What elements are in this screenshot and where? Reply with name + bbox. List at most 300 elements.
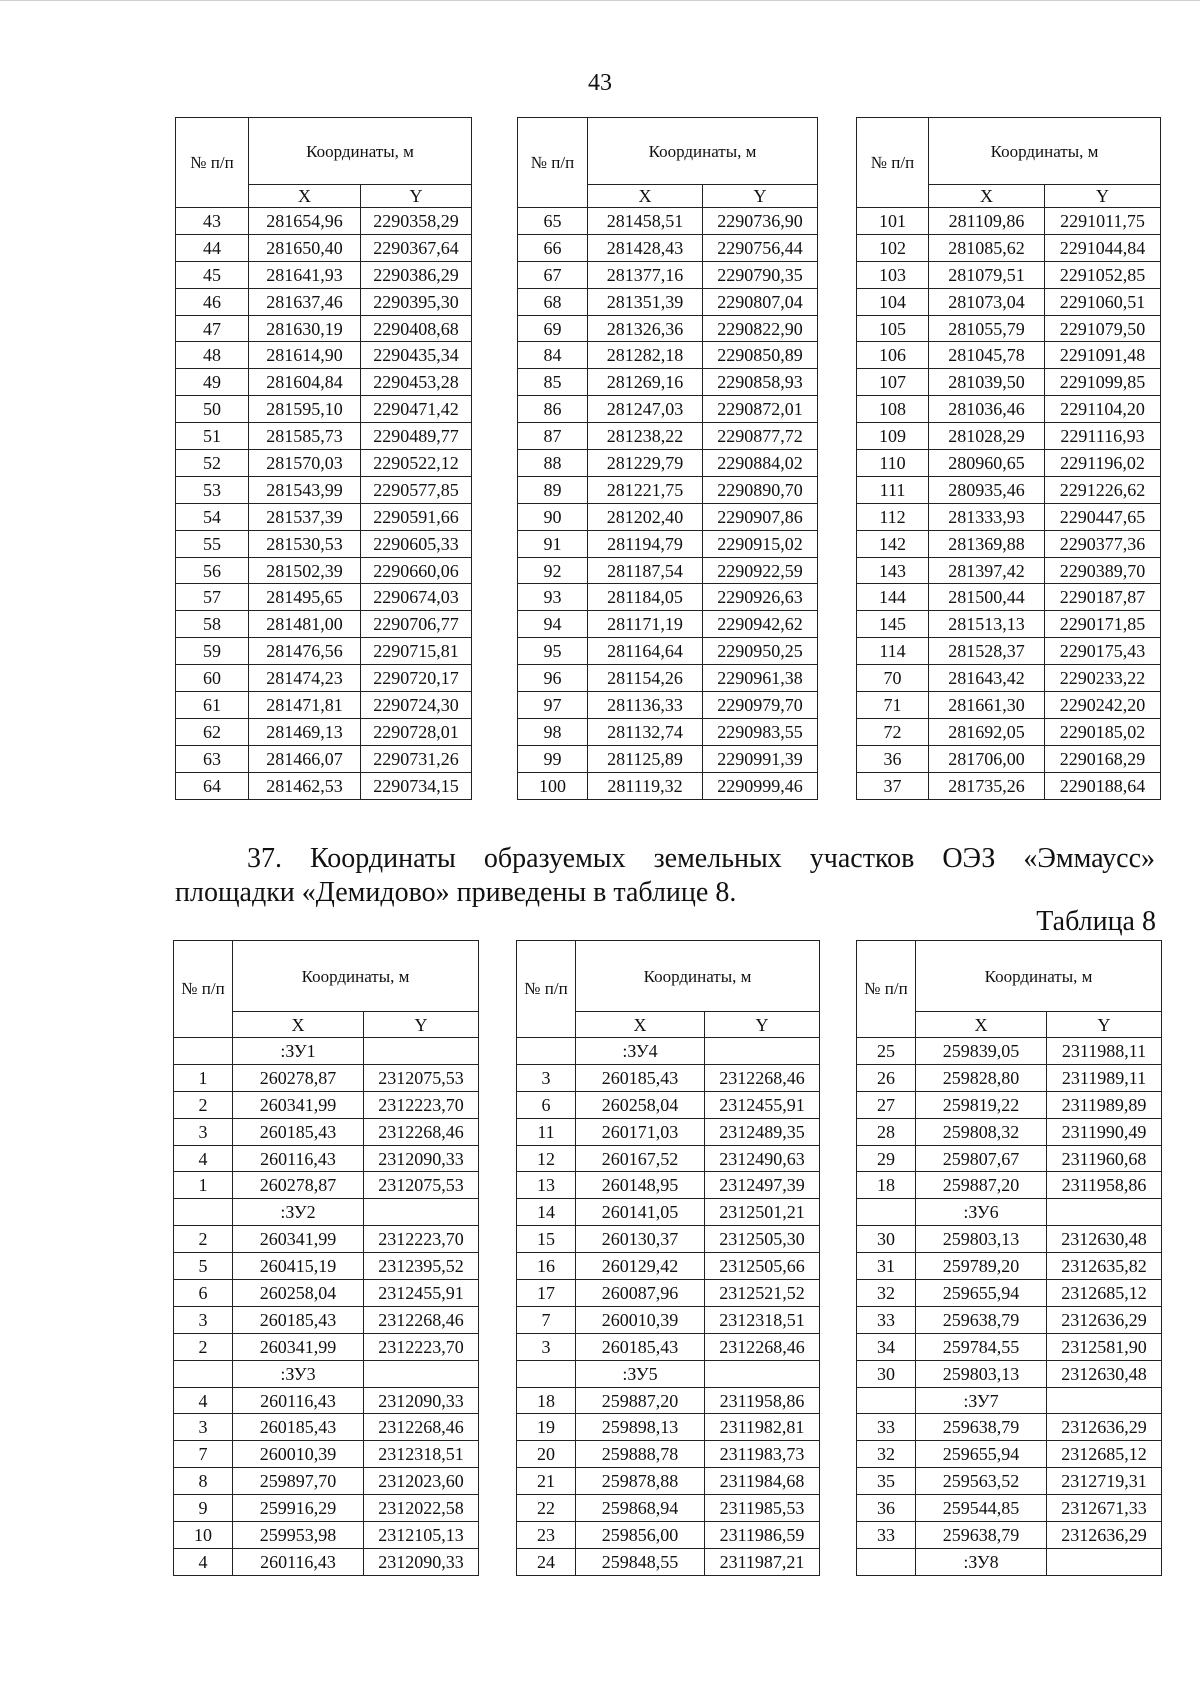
coord-y: 2290706,77 (361, 611, 472, 638)
header-x: X (929, 185, 1045, 208)
coord-x: 259848,55 (576, 1548, 705, 1575)
point-number: 10 (174, 1522, 233, 1549)
coord-y: 2312268,46 (364, 1306, 479, 1333)
coord-x: 281585,73 (249, 423, 361, 450)
point-number: 62 (176, 718, 249, 745)
coord-x: 281247,03 (588, 396, 703, 423)
coord-y: 2290577,85 (361, 476, 472, 503)
point-number: 109 (857, 423, 929, 450)
coord-x: 281735,26 (929, 772, 1045, 799)
coord-y: 2312075,53 (364, 1064, 479, 1091)
coord-x: 281513,13 (929, 611, 1045, 638)
coord-x: 281471,81 (249, 692, 361, 719)
coord-y: 2290991,39 (703, 745, 818, 772)
coord-y: 2312318,51 (364, 1441, 479, 1468)
table-row (857, 745, 1161, 772)
coord-y: 2312490,63 (705, 1145, 820, 1172)
point-number: 18 (857, 1172, 916, 1199)
point-number: 54 (176, 503, 249, 530)
coord-y: 2290872,01 (703, 396, 818, 423)
coord-x: 260185,43 (233, 1306, 364, 1333)
coord-x: 260171,03 (576, 1118, 705, 1145)
coord-x: 260415,19 (233, 1253, 364, 1280)
point-number: 67 (518, 261, 588, 288)
coord-x: 281369,88 (929, 530, 1045, 557)
table-row (857, 1441, 1162, 1468)
table-row (174, 1064, 479, 1091)
point-number: 63 (176, 745, 249, 772)
coord-x: 281154,26 (588, 665, 703, 692)
coord-y: 2290175,43 (1045, 638, 1161, 665)
coord-x: 281530,53 (249, 530, 361, 557)
table-row (176, 611, 472, 638)
coord-y: 2290185,02 (1045, 718, 1161, 745)
table-row (517, 1145, 820, 1172)
plot-label: :ЗУ6 (916, 1199, 1047, 1226)
point-number: 5 (174, 1253, 233, 1280)
point-number: 46 (176, 288, 249, 315)
coord-y: 2290922,59 (703, 557, 818, 584)
point-number: 3 (517, 1333, 576, 1360)
table-row (174, 1333, 479, 1360)
point-number: 96 (518, 665, 588, 692)
table-row (518, 557, 818, 584)
table-row (857, 530, 1161, 557)
table-row (857, 261, 1161, 288)
coord-y (1047, 1548, 1162, 1575)
point-number: 26 (857, 1064, 916, 1091)
coord-x: 260116,43 (233, 1548, 364, 1575)
coord-y: 2290907,86 (703, 503, 818, 530)
coord-x: 281500,44 (929, 584, 1045, 611)
point-number: 30 (857, 1360, 916, 1387)
coord-x: 281132,74 (588, 718, 703, 745)
coord-x: 260148,95 (576, 1172, 705, 1199)
coord-x: 260185,43 (576, 1333, 705, 1360)
coord-x: 281085,62 (929, 234, 1045, 261)
point-number: 106 (857, 342, 929, 369)
coord-y: 2290447,65 (1045, 503, 1161, 530)
coord-x: 281229,79 (588, 450, 703, 477)
section-heading: 37. Координаты образуемых земельных участков ОЭЗ «Эммаусс» площадки «Демидово» приведены в таблице 8. (175, 843, 1155, 908)
header-row-number: № п/п (517, 941, 576, 1038)
coord-x: 281466,07 (249, 745, 361, 772)
coord-x: 259544,85 (916, 1495, 1047, 1522)
coord-x: 260116,43 (233, 1145, 364, 1172)
coord-x: 281187,54 (588, 557, 703, 584)
table-row (176, 692, 472, 719)
point-number: 52 (176, 450, 249, 477)
point-number: 90 (518, 503, 588, 530)
coord-y: 2312223,70 (364, 1333, 479, 1360)
point-number: 3 (174, 1414, 233, 1441)
point-number: 97 (518, 692, 588, 719)
coord-x: 281495,65 (249, 584, 361, 611)
top-rule (0, 0, 1200, 1)
point-number: 6 (174, 1280, 233, 1307)
header-y: Y (361, 185, 472, 208)
table-row (176, 423, 472, 450)
table-row (857, 1414, 1162, 1441)
coord-x: 260087,96 (576, 1280, 705, 1307)
point-number (174, 1038, 233, 1065)
coord-x: 259819,22 (916, 1091, 1047, 1118)
coord-y: 2312090,33 (364, 1387, 479, 1414)
coord-y (1047, 1387, 1162, 1414)
table-row (176, 369, 472, 396)
coord-x: 281039,50 (929, 369, 1045, 396)
table-row (518, 396, 818, 423)
point-number: 55 (176, 530, 249, 557)
table-row (176, 396, 472, 423)
coord-x: 281136,33 (588, 692, 703, 719)
table-row (176, 261, 472, 288)
plot-label-row (174, 1038, 479, 1065)
point-number: 43 (176, 208, 249, 235)
coord-x: 260258,04 (233, 1280, 364, 1307)
point-number: 33 (857, 1522, 916, 1549)
point-number: 110 (857, 450, 929, 477)
header-y: Y (364, 1012, 479, 1038)
point-number: 20 (517, 1441, 576, 1468)
point-number: 86 (518, 396, 588, 423)
table-row (176, 557, 472, 584)
point-number: 2 (174, 1091, 233, 1118)
point-number: 12 (517, 1145, 576, 1172)
coord-y: 2312022,58 (364, 1495, 479, 1522)
point-number (174, 1199, 233, 1226)
table-row (517, 1064, 820, 1091)
point-number: 47 (176, 315, 249, 342)
coord-y: 2312023,60 (364, 1468, 479, 1495)
coord-y: 2290915,02 (703, 530, 818, 557)
coord-y: 2312455,91 (705, 1091, 820, 1118)
table-row (517, 1414, 820, 1441)
table-row (857, 584, 1161, 611)
point-number: 28 (857, 1118, 916, 1145)
plot-label: :ЗУ4 (576, 1038, 705, 1065)
coord-y: 2312090,33 (364, 1548, 479, 1575)
coord-y: 2291060,51 (1045, 288, 1161, 315)
point-number: 59 (176, 638, 249, 665)
point-number: 104 (857, 288, 929, 315)
point-number: 2 (174, 1333, 233, 1360)
table-row (174, 1306, 479, 1333)
point-number: 11 (517, 1118, 576, 1145)
coord-y: 2290377,36 (1045, 530, 1161, 557)
plot-label-row (857, 1387, 1162, 1414)
coord-y: 2291044,84 (1045, 234, 1161, 261)
point-number: 25 (857, 1038, 916, 1065)
coord-y (364, 1199, 479, 1226)
point-number: 15 (517, 1226, 576, 1253)
coord-y: 2290942,62 (703, 611, 818, 638)
table-row (174, 1172, 479, 1199)
coord-x: 281397,42 (929, 557, 1045, 584)
coord-y: 2312685,12 (1047, 1280, 1162, 1307)
coord-x: 260278,87 (233, 1064, 364, 1091)
coord-y: 2291104,20 (1045, 396, 1161, 423)
coord-y: 2312268,46 (364, 1414, 479, 1441)
table-row (857, 1145, 1162, 1172)
coord-y: 2290471,42 (361, 396, 472, 423)
table-row (857, 1038, 1162, 1065)
coord-y: 2291099,85 (1045, 369, 1161, 396)
coord-y: 2290395,30 (361, 288, 472, 315)
coord-x: 260341,99 (233, 1333, 364, 1360)
table-row (518, 208, 818, 235)
plot-label: :ЗУ8 (916, 1548, 1047, 1575)
coord-x: 259878,88 (576, 1468, 705, 1495)
header-x: X (233, 1012, 364, 1038)
coord-y: 2290674,03 (361, 584, 472, 611)
point-number: 37 (857, 772, 929, 799)
coord-y: 2312075,53 (364, 1172, 479, 1199)
table-row (517, 1522, 820, 1549)
coord-y: 2311987,21 (705, 1548, 820, 1575)
coord-x: 281333,93 (929, 503, 1045, 530)
coord-x: 281194,79 (588, 530, 703, 557)
plot-label-row (857, 1548, 1162, 1575)
table-row (517, 1280, 820, 1307)
coord-y: 2311988,11 (1047, 1038, 1162, 1065)
header-coordinates: Координаты, м (929, 118, 1161, 185)
point-number: 33 (857, 1414, 916, 1441)
point-number: 13 (517, 1172, 576, 1199)
point-number: 56 (176, 557, 249, 584)
coord-y: 2311960,68 (1047, 1145, 1162, 1172)
table-row (517, 1387, 820, 1414)
table-row (517, 1468, 820, 1495)
point-number: 32 (857, 1280, 916, 1307)
coord-y: 2290890,70 (703, 476, 818, 503)
coord-x: 281171,19 (588, 611, 703, 638)
table-row (176, 208, 472, 235)
table-row (176, 450, 472, 477)
coord-y: 2290822,90 (703, 315, 818, 342)
coord-x: 259808,32 (916, 1118, 1047, 1145)
plot-label: :ЗУ2 (233, 1199, 364, 1226)
coord-y: 2290756,44 (703, 234, 818, 261)
table-row (518, 530, 818, 557)
header-y: Y (703, 185, 818, 208)
coord-y: 2290731,26 (361, 745, 472, 772)
point-number: 58 (176, 611, 249, 638)
point-number: 68 (518, 288, 588, 315)
table-row (857, 1280, 1162, 1307)
table-row (857, 692, 1161, 719)
table-row (518, 342, 818, 369)
header-x: X (916, 1012, 1047, 1038)
table-row (518, 369, 818, 396)
coord-y: 2312636,29 (1047, 1306, 1162, 1333)
coord-y: 2312505,30 (705, 1226, 820, 1253)
table-row (857, 772, 1161, 799)
plot-label-row (517, 1360, 820, 1387)
header-coordinates: Координаты, м (576, 941, 820, 1012)
table-row (517, 1253, 820, 1280)
table-row (518, 638, 818, 665)
coord-x: 259897,70 (233, 1468, 364, 1495)
table-row (518, 288, 818, 315)
point-number: 51 (176, 423, 249, 450)
coord-y: 2312630,48 (1047, 1360, 1162, 1387)
point-number: 91 (518, 530, 588, 557)
point-number: 36 (857, 1495, 916, 1522)
table-row (174, 1387, 479, 1414)
point-number: 17 (517, 1280, 576, 1307)
point-number: 53 (176, 476, 249, 503)
point-number: 6 (517, 1091, 576, 1118)
table-row (857, 369, 1161, 396)
coord-y: 2290435,34 (361, 342, 472, 369)
table-row (174, 1441, 479, 1468)
table-row (518, 423, 818, 450)
table-row (176, 315, 472, 342)
coord-x: 281036,46 (929, 396, 1045, 423)
plot-label: :ЗУ1 (233, 1038, 364, 1065)
coord-x: 260130,37 (576, 1226, 705, 1253)
coord-x: 281462,53 (249, 772, 361, 799)
table-row (174, 1253, 479, 1280)
coord-x: 281377,16 (588, 261, 703, 288)
coord-y (364, 1360, 479, 1387)
coord-x: 281282,18 (588, 342, 703, 369)
header-y: Y (705, 1012, 820, 1038)
table-row (857, 1226, 1162, 1253)
coord-y: 2311989,89 (1047, 1091, 1162, 1118)
point-number: 14 (517, 1199, 576, 1226)
table-row (857, 1064, 1162, 1091)
coord-x: 259638,79 (916, 1522, 1047, 1549)
coord-x: 281458,51 (588, 208, 703, 235)
coord-y: 2291091,48 (1045, 342, 1161, 369)
plot-label-row (517, 1038, 820, 1065)
plot-label-row (174, 1199, 479, 1226)
point-number: 33 (857, 1306, 916, 1333)
coord-y: 2312636,29 (1047, 1414, 1162, 1441)
coord-x: 281055,79 (929, 315, 1045, 342)
coord-x: 260185,43 (233, 1118, 364, 1145)
table8-part-3 (856, 940, 1162, 1576)
point-number: 69 (518, 315, 588, 342)
point-number: 24 (517, 1548, 576, 1575)
coord-y: 2290979,70 (703, 692, 818, 719)
header-coordinates: Координаты, м (588, 118, 818, 185)
coord-y: 2290171,85 (1045, 611, 1161, 638)
point-number: 35 (857, 1468, 916, 1495)
header-y: Y (1047, 1012, 1162, 1038)
coord-x: 281614,90 (249, 342, 361, 369)
table-row (857, 1306, 1162, 1333)
coord-y: 2312455,91 (364, 1280, 479, 1307)
coord-y: 2291079,50 (1045, 315, 1161, 342)
table-row (518, 503, 818, 530)
coord-y: 2312489,35 (705, 1118, 820, 1145)
coord-y (1047, 1199, 1162, 1226)
table-row (857, 503, 1161, 530)
coord-x: 281109,86 (929, 208, 1045, 235)
plot-label-row (857, 1199, 1162, 1226)
coord-x: 281476,56 (249, 638, 361, 665)
coord-y: 2290926,63 (703, 584, 818, 611)
point-number: 45 (176, 261, 249, 288)
coord-x: 281079,51 (929, 261, 1045, 288)
coord-y: 2290168,29 (1045, 745, 1161, 772)
point-number: 144 (857, 584, 929, 611)
coord-y: 2312581,90 (1047, 1333, 1162, 1360)
coord-y: 2290961,38 (703, 665, 818, 692)
coord-y: 2290367,64 (361, 234, 472, 261)
coord-x: 259784,55 (916, 1333, 1047, 1360)
table-row (857, 718, 1161, 745)
point-number (174, 1360, 233, 1387)
table-row (174, 1118, 479, 1145)
coord-y: 2291196,02 (1045, 450, 1161, 477)
table-row (518, 584, 818, 611)
coord-x: 260258,04 (576, 1091, 705, 1118)
point-number: 93 (518, 584, 588, 611)
coord-x: 281221,75 (588, 476, 703, 503)
coord-y: 2290724,30 (361, 692, 472, 719)
coord-y: 2312505,66 (705, 1253, 820, 1280)
point-number: 61 (176, 692, 249, 719)
table-row (857, 1253, 1162, 1280)
coordinates-table-3 (856, 117, 1161, 800)
coord-y: 2290188,64 (1045, 772, 1161, 799)
coord-x: 281570,03 (249, 450, 361, 477)
coord-x: 281481,00 (249, 611, 361, 638)
coord-x: 259898,13 (576, 1414, 705, 1441)
coord-x: 260185,43 (233, 1414, 364, 1441)
coord-x: 281604,84 (249, 369, 361, 396)
point-number: 44 (176, 234, 249, 261)
point-number: 65 (518, 208, 588, 235)
coord-y: 2312685,12 (1047, 1441, 1162, 1468)
coord-x: 259803,13 (916, 1360, 1047, 1387)
coord-y: 2312636,29 (1047, 1522, 1162, 1549)
header-y: Y (1045, 185, 1161, 208)
coord-x: 281637,46 (249, 288, 361, 315)
coord-x: 259856,00 (576, 1522, 705, 1549)
coord-x: 260278,87 (233, 1172, 364, 1199)
table-row (176, 530, 472, 557)
table-row (176, 503, 472, 530)
coord-y: 2290453,28 (361, 369, 472, 396)
coord-y: 2290242,20 (1045, 692, 1161, 719)
point-number: 89 (518, 476, 588, 503)
coord-y: 2290877,72 (703, 423, 818, 450)
point-number: 8 (174, 1468, 233, 1495)
coord-y: 2291052,85 (1045, 261, 1161, 288)
point-number (517, 1038, 576, 1065)
coord-y: 2290999,46 (703, 772, 818, 799)
coord-x: 281028,29 (929, 423, 1045, 450)
point-number: 143 (857, 557, 929, 584)
coord-y: 2312630,48 (1047, 1226, 1162, 1253)
point-number: 66 (518, 234, 588, 261)
point-number: 29 (857, 1145, 916, 1172)
header-x: X (576, 1012, 705, 1038)
table-row (518, 234, 818, 261)
coord-x: 281045,78 (929, 342, 1045, 369)
header-coordinates: Координаты, м (916, 941, 1162, 1012)
table-row (517, 1441, 820, 1468)
point-number: 85 (518, 369, 588, 396)
coord-y: 2312318,51 (705, 1306, 820, 1333)
header-row-number: № п/п (857, 118, 929, 208)
coord-x: 280935,46 (929, 476, 1045, 503)
